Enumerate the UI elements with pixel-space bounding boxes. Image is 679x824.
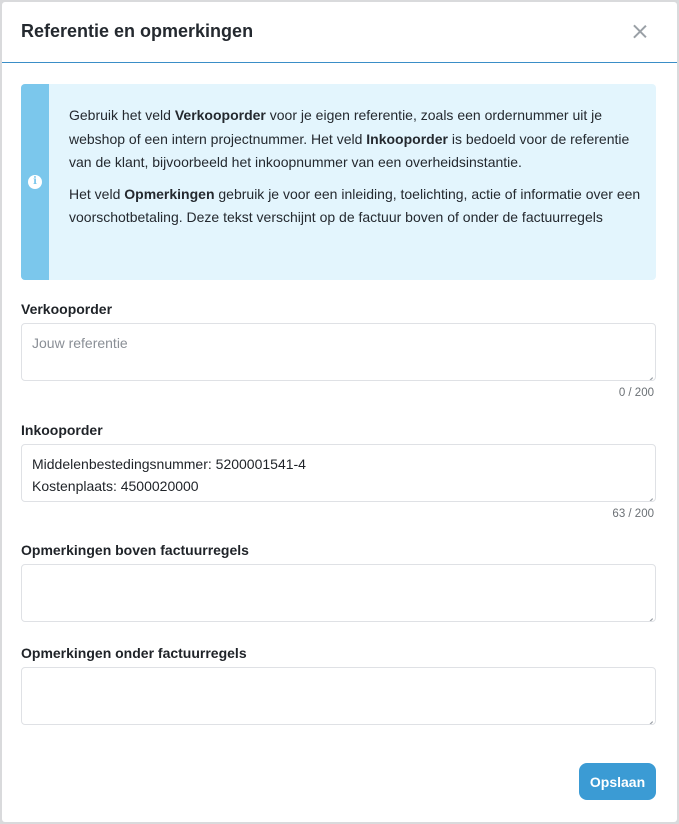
info-text-segment: Gebruik het veld [69,107,175,123]
reference-dialog [2,2,677,822]
opmerkingen-onder-label: Opmerkingen onder factuurregels [21,645,247,661]
save-button[interactable]: Opslaan [579,763,656,800]
verkooporder-counter: 0 / 200 [618,387,654,399]
resize-grip-icon[interactable] [646,492,653,499]
info-bold-verkooporder: Verkooporder [174,107,266,123]
info-text-segment: Het veld [69,185,125,202]
inkooporder-label: Inkooporder [21,422,103,438]
info-text-segment: voor je eigen referentie, zoals een ordernummer uit je webshop of een intern projectnummer. Het veld [69,107,603,147]
opmerkingen-onder-field[interactable] [21,667,656,725]
info-paragraph-2 [69,183,644,230]
info-paragraph-1 [69,104,644,175]
verkooporder-placeholder: Jouw referentie [32,335,128,351]
resize-grip-icon[interactable] [646,715,653,722]
resize-grip-icon[interactable] [646,612,653,619]
inkooporder-counter: 63 / 200 [612,508,654,520]
close-icon[interactable] [630,22,650,42]
verkooporder-label: Verkooporder [21,301,113,317]
info-text-segment: is bedoeld voor de referentie van de klant, bijvoorbeeld het inkoopnummer van een overheidsinstantie. [69,130,630,170]
resize-grip-icon[interactable] [646,371,653,378]
dialog-header [2,2,677,63]
info-bold-opmerkingen: Opmerkingen [124,185,215,202]
info-box [21,84,656,280]
opmerkingen-boven-label: Opmerkingen boven factuurregels [21,542,249,558]
info-text-segment: gebruik je voor een inleiding, toelichting, actie of informatie over een voorschotbetaling. Deze tekst verschijnt op de factuur boven of onder de factuurregels [69,185,641,225]
opmerkingen-boven-field[interactable] [21,564,656,622]
info-icon: i [28,175,42,189]
inkooporder-value: Middelenbestedingsnummer: 5200001541-4 Kostenplaats: 4500020000 [32,456,306,494]
info-bar [21,84,49,280]
info-text [69,104,644,238]
info-bold-inkooporder: Inkooporder [366,130,448,147]
inkooporder-field[interactable] [21,444,656,502]
verkooporder-field[interactable] [21,323,656,381]
dialog-title: Referentie en opmerkingen [21,21,254,41]
